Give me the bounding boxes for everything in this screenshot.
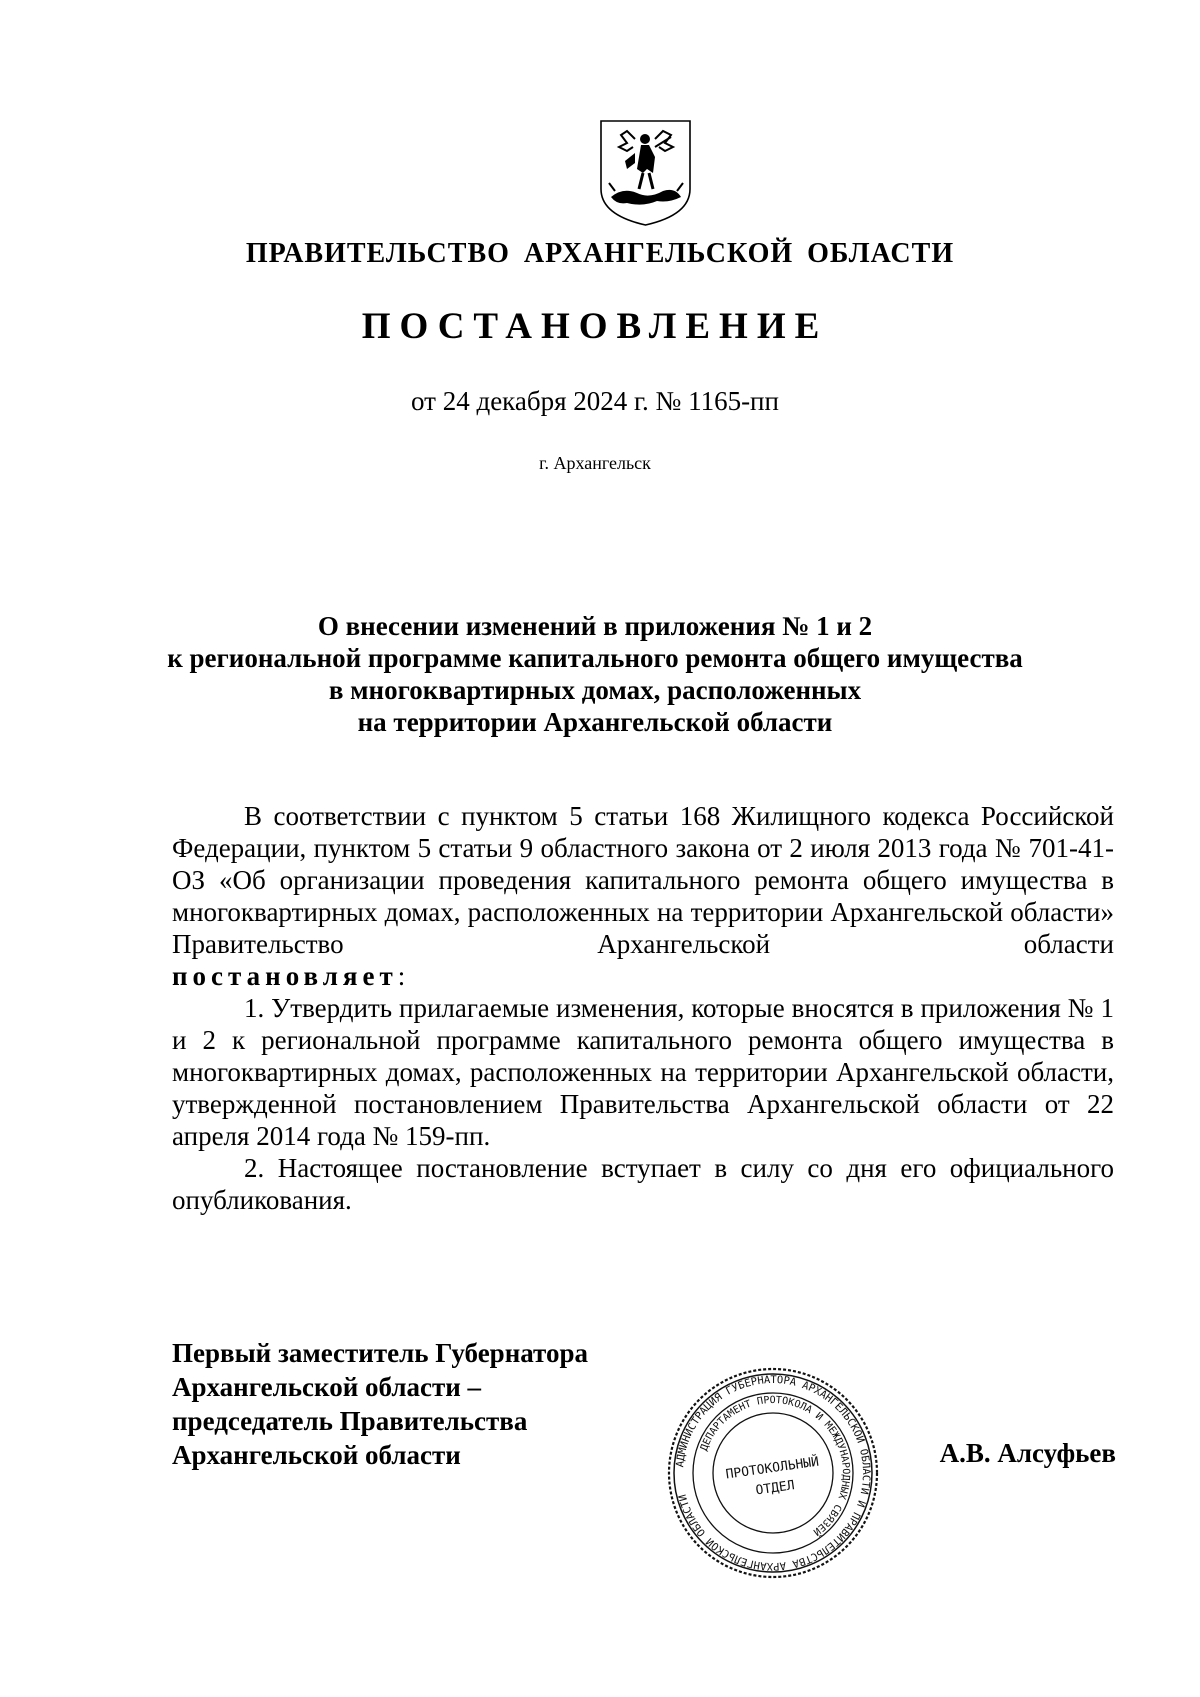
signer-position-line: председатель Правительства: [172, 1406, 528, 1436]
seal-center-line-1: ПРОТОКОЛЬНЫЙ: [724, 1454, 820, 1483]
seal-center-line-2: ОТДЕЛ: [754, 1478, 796, 1499]
city-name: г. Архангельск: [539, 453, 651, 473]
signer-position-line: Архангельской области: [172, 1440, 461, 1470]
date-and-number: от 24 декабря 2024 г. № 1165-пп: [411, 386, 779, 416]
preamble-text: В соответствии с пунктом 5 статьи 168 Жилищного кодекса Российской Федерации, пунктом 5 статьи 9 областного закона от 2 июля 2013 года № 701-41-ОЗ «Об организации проведения капитального ремонта общего имущества в многоквартирных домах, расположенных на территории Архангельской области» Правительство Архангельской области: [172, 801, 1114, 959]
item-2-paragraph: 2. Настоящее постановление вступает в силу со дня его официального опубликования.: [172, 1153, 1114, 1215]
preamble-paragraph: [172, 800, 1114, 960]
decides-paragraph: [172, 960, 1114, 992]
seal-outer-text: АДМИНИСТРАЦИЯ ГУБЕРНАТОРА АРХАНГЕЛЬСКОЙ ОБЛАСТИ И ПРАВИТЕЛЬСТВА АРХАНГЕЛЬСКОЙ ОБЛАСТИ: [674, 1373, 873, 1573]
signer-position: [172, 1336, 692, 1472]
decree-subject: [0, 610, 1190, 738]
seal-inner-text: ДЕПАРТАМЕНТ ПРОТОКОЛА И МЕЖДУНАРОДНЫХ СВЯЗЕЙ: [698, 1394, 852, 1538]
signer-position-line: Архангельской области –: [172, 1372, 482, 1402]
subject-line: в многоквартирных домах, расположенных: [328, 675, 862, 705]
subject-line: на территории Архангельской области: [357, 707, 833, 737]
decides-colon: :: [397, 961, 406, 991]
signer-name: А.В. Алсуфьев: [939, 1438, 1116, 1468]
government-name: ПРАВИТЕЛЬСТВО АРХАНГЕЛЬСКОЙ ОБЛАСТИ: [245, 238, 955, 269]
coat-of-arms-icon: [597, 117, 694, 229]
official-seal-icon: [662, 1362, 884, 1584]
subject-line: к региональной программе капитального ремонта общего имущества: [167, 643, 1023, 673]
signer-position-line: Первый заместитель Губернатора: [172, 1338, 588, 1368]
document-type-title: ПОСТАНОВЛЕНИЕ: [361, 306, 829, 347]
item-1-paragraph: 1. Утвердить прилагаемые изменения, которые вносятся в приложения № 1 и 2 к региональной программе капитального ремонта общего имущества в многоквартирных домах, расположенных на территории Архангельской области, утвержденной постановлением Правительства Архангельской области от 22 апреля 2014 года № 159-пп.: [172, 993, 1114, 1151]
subject-line: О внесении изменений в приложения № 1 и 2: [317, 611, 873, 641]
decree-body: [172, 800, 1114, 1216]
decides-word: постановляет: [172, 961, 398, 991]
